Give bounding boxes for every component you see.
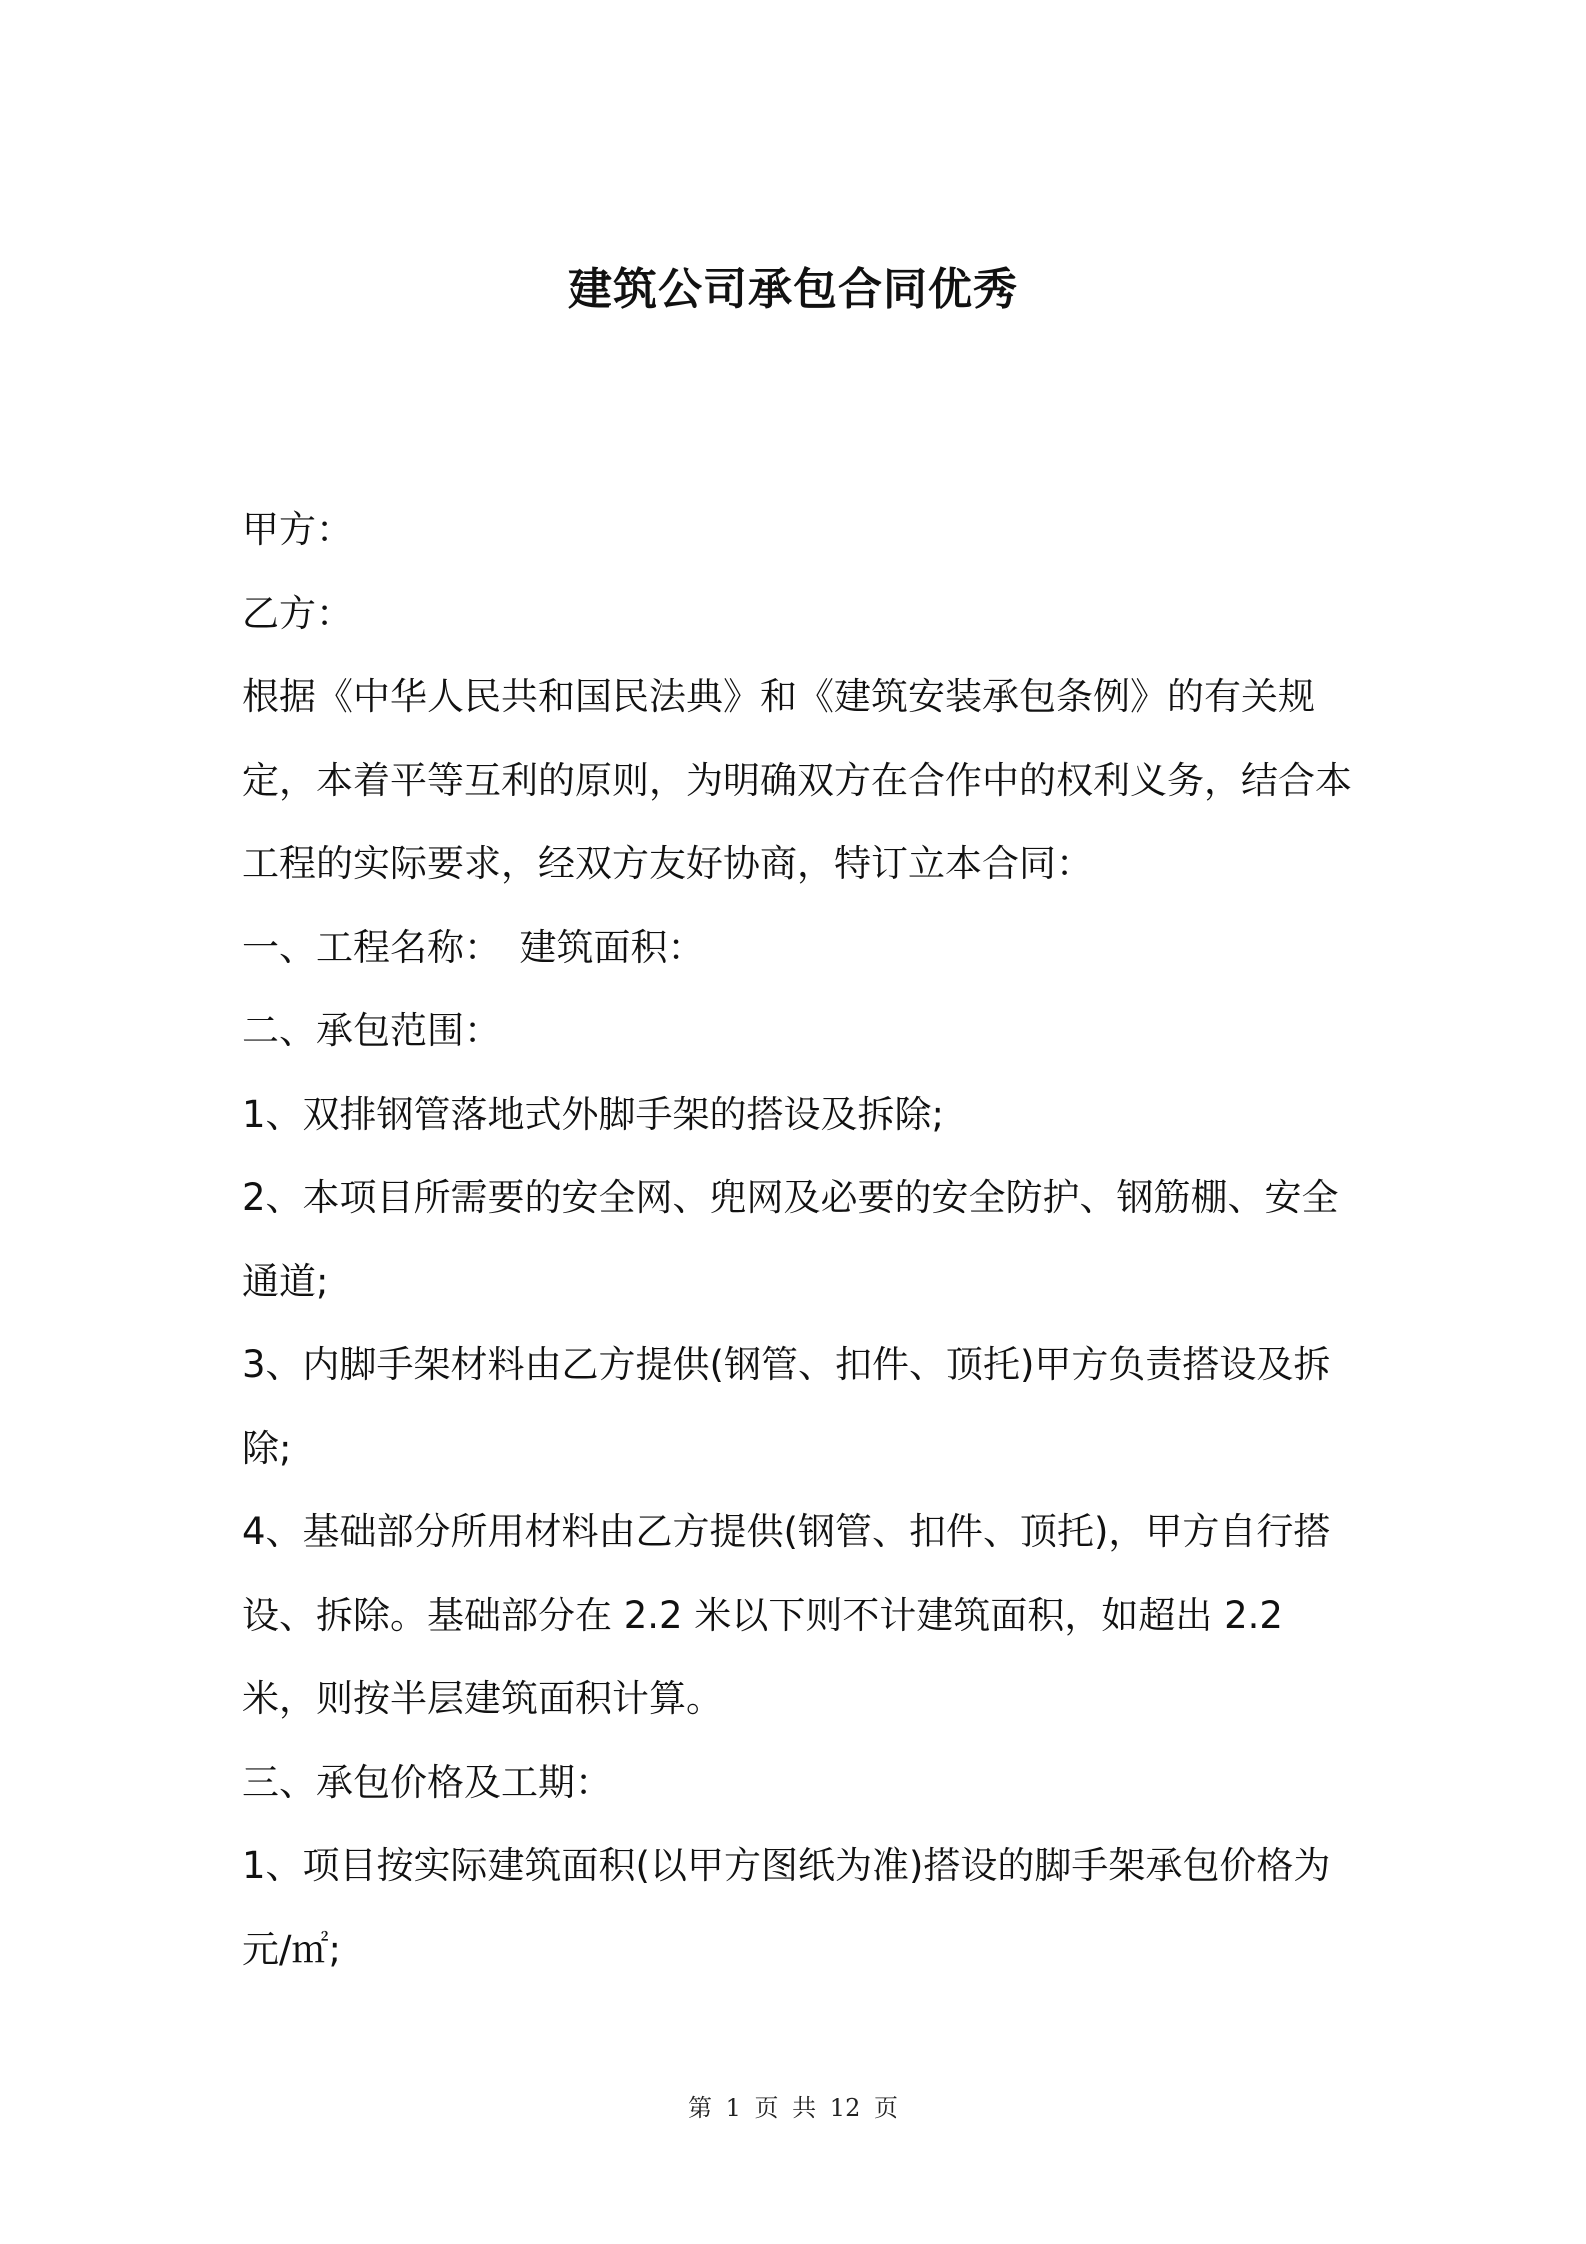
scope-item-1: 1、双排钢管落地式外脚手架的搭设及拆除; <box>242 1092 945 1136</box>
scope-item-3: 3、内脚手架材料由乙方提供(钢管、扣件、顶托)甲方负责搭设及拆除; <box>242 1343 1331 1470</box>
party-a-line: 甲方： <box>242 508 353 551</box>
section-2-heading: 二、承包范围： <box>242 1009 501 1052</box>
preamble-paragraph: 根据《中华人民共和国民法典》和《建筑安装承包条例》的有关规定，本着平等互利的原则，为明确双方在合作中的权利义务，结合本工程的实际要求，经双方友好协商，特订立本合同： <box>242 675 1352 885</box>
page-number-footer: 第 1 页 共 12 页 <box>688 2094 898 2122</box>
scope-item-4: 4、基础部分所用材料由乙方提供(钢管、扣件、顶托)，甲方自行搭设、拆除。基础部分在 2.2 米以下则不计建筑面积，如超出 2.2 米，则按半层建筑面积计算。 <box>242 1510 1331 1720</box>
section-3-heading: 三、承包价格及工期： <box>242 1760 612 1804</box>
section-1-heading: 一、工程名称： 建筑面积： <box>242 925 705 969</box>
document-body <box>242 488 1362 1991</box>
price-item-1: 1、项目按实际建筑面积(以甲方图纸为准)搭设的脚手架承包价格为元/㎡; <box>242 1844 1331 1971</box>
party-b-line: 乙方： <box>242 591 353 635</box>
document-title: 建筑公司承包合同优秀 <box>568 264 1018 315</box>
scope-item-2: 2、本项目所需要的安全网、兜网及必要的安全防护、钢筋棚、安全通道; <box>242 1176 1339 1303</box>
